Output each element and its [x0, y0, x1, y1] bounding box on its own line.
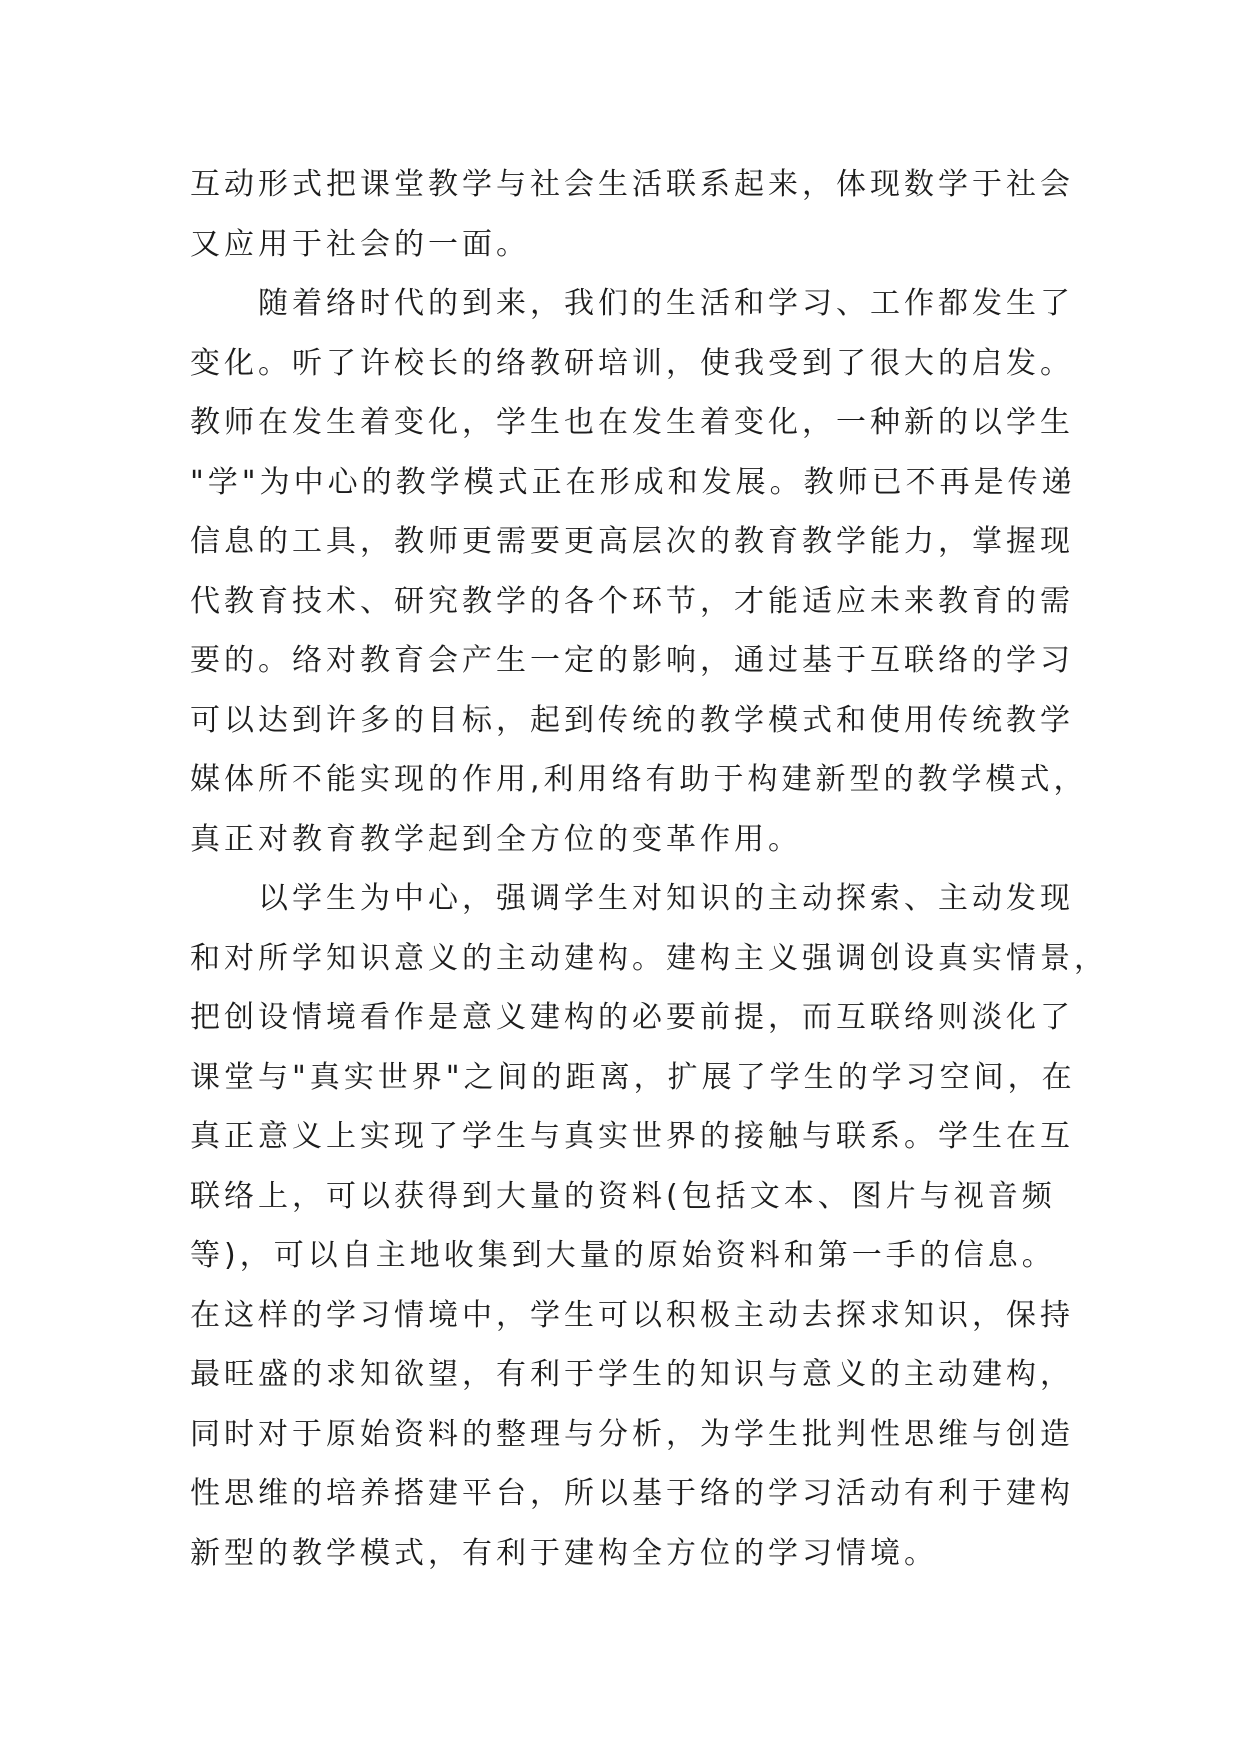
- paragraph-2-line-2: 变化。听了许校长的络教研培训，使我受到了很大的启发。: [190, 345, 1074, 381]
- document-body: [190, 155, 1108, 1583]
- paragraph-3-line-1: 以学生为中心，强调学生对知识的主动探索、主动发现: [258, 881, 1074, 916]
- paragraph-3-line-8: 在这样的学习情境中，学生可以积极主动去探求知识，保持: [190, 1297, 1074, 1333]
- paragraph-2-line-9: 媒体所不能实现的作用,利用络有助于构建新型的教学模式，: [190, 762, 1088, 797]
- paragraph-2-line-1: 随着络时代的到来，我们的生活和学习、工作都发生了: [258, 286, 1074, 321]
- paragraph-2-line-10: 真正对教育教学起到全方位的变革作用。: [190, 821, 802, 857]
- paragraph-3-line-5: 真正意义上实现了学生与真实世界的接触与联系。学生在互: [190, 1119, 1074, 1154]
- paragraph-2-line-5: 信息的工具，教师更需要更高层次的教育教学能力，掌握现: [190, 524, 1074, 559]
- paragraph-2-line-6: 代教育技术、研究教学的各个环节，才能适应未来教育的需: [190, 583, 1074, 619]
- paragraph-3-line-9: 最旺盛的求知欲望，有利于学生的知识与意义的主动建构，: [190, 1357, 1074, 1392]
- paragraph-2-line-4: "学"为中心的教学模式正在形成和发展。教师已不再是传递: [190, 464, 1076, 500]
- paragraph-1-line-2: 又应用于社会的一面。: [190, 226, 530, 262]
- paragraph-3-line-11: 性思维的培养搭建平台，所以基于络的学习活动有利于建构: [190, 1476, 1074, 1511]
- paragraph-2-line-8: 可以达到许多的目标，起到传统的教学模式和使用传统教学: [190, 702, 1074, 738]
- paragraph-3-line-2: 和对所学知识意义的主动建构。建构主义强调创设真实情景，: [190, 940, 1108, 976]
- paragraph-3-line-4: 课堂与"真实世界"之间的距离，扩展了学生的学习空间，在: [190, 1059, 1076, 1095]
- paragraph-3-line-10: 同时对于原始资料的整理与分析，为学生批判性思维与创造: [190, 1416, 1074, 1452]
- paragraph-3-line-7: 等)，可以自主地收集到大量的原始资料和第一手的信息。: [190, 1238, 1056, 1273]
- paragraph-3-line-12: 新型的教学模式，有利于建构全方位的学习情境。: [190, 1535, 938, 1571]
- paragraph-3-line-3: 把创设情境看作是意义建构的必要前提，而互联络则淡化了: [190, 1000, 1074, 1035]
- paragraph-2-line-3: 教师在发生着变化，学生也在发生着变化，一种新的以学生: [190, 405, 1074, 440]
- paragraph-3-line-6: 联络上，可以获得到大量的资料(包括文本、图片与视音频: [190, 1178, 1056, 1214]
- paragraph-2-line-7: 要的。络对教育会产生一定的影响，通过基于互联络的学习: [190, 643, 1074, 678]
- paragraph-1-line-1: 互动形式把课堂教学与社会生活联系起来，体现数学于社会: [190, 167, 1074, 202]
